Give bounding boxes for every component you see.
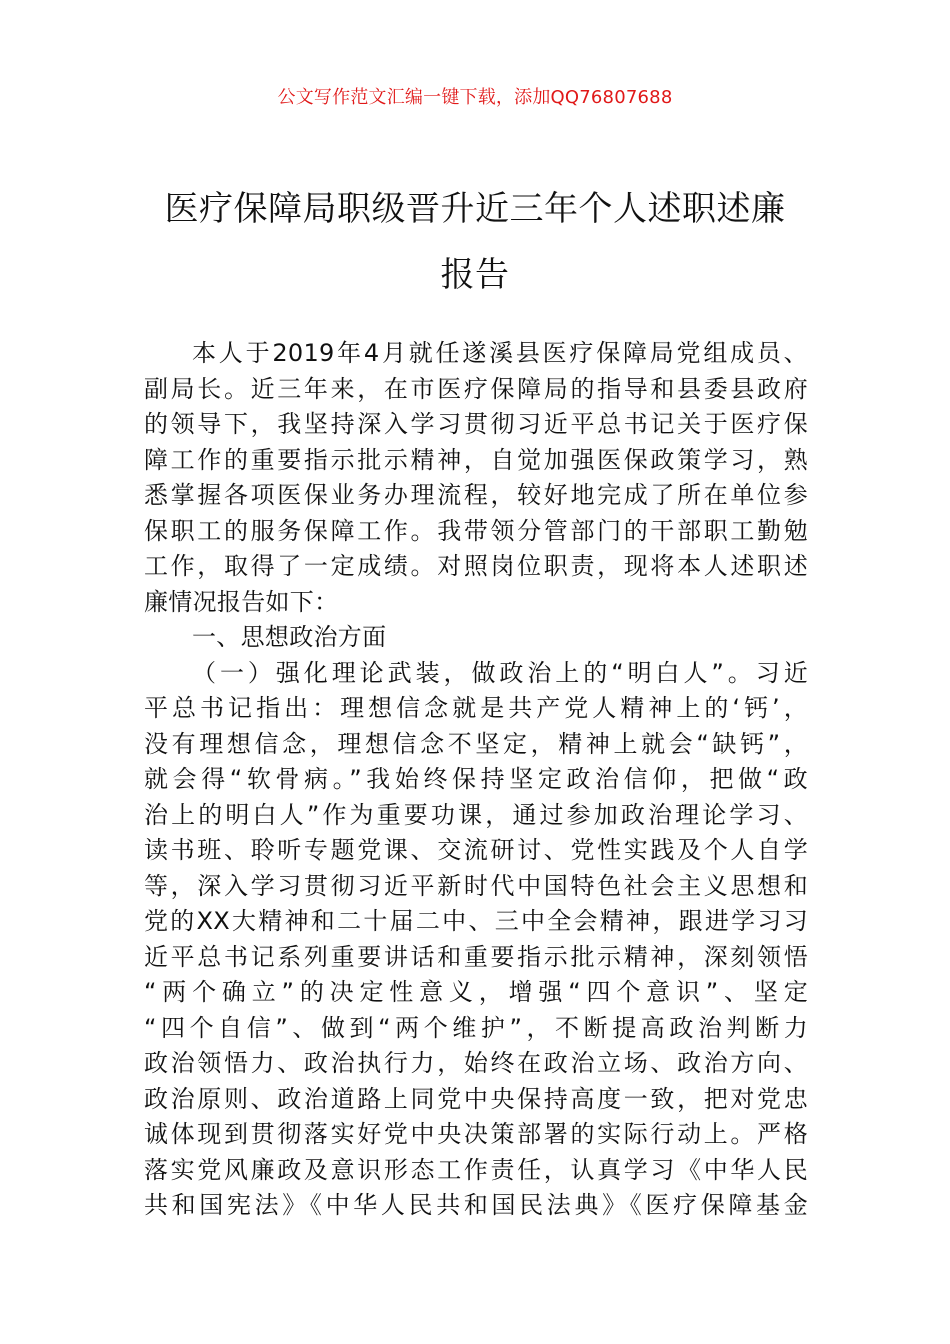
text-line: 党的XX大精神和二十届二中、三中全会精神，跟进学习习 [144,907,808,935]
text-line: 等，深入学习贯彻习近平新时代中国特色社会主义思想和 [144,871,808,900]
text-line: 副局长。近三年来，在市医疗保障局的指导和县委县政府 [144,374,808,403]
title-line-2: 报告 [440,255,510,295]
text-line: 工作，取得了一定成绩。对照岗位职责，现将本人述职述 [144,552,808,580]
text-line: 平总书记指出：理想信念就是共产党人精神上的‘钙’， [144,694,808,722]
heading-line: 一、思想政治方面 [192,623,387,651]
title-line-1: 医疗保障局职级晋升近三年个人述职述廉 [164,189,786,229]
text-line: “四个自信”、做到“两个维护”，不断提高政治判断力 [144,1013,808,1042]
text-line: 落实党风廉政及意识形态工作责任，认真学习《中华人民 [144,1155,808,1184]
text-line: 悉掌握各项医保业务办理流程，较好地完成了所在单位参 [144,481,808,509]
text-line: 本人于2019年4月就任遂溪县医疗保障局党组成员、 [192,339,808,367]
text-line: 政治领悟力、政治执行力，始终在政治立场、政治方向、 [144,1049,808,1077]
paragraph-ideology [144,656,808,1224]
text-line: “两个确立”的决定性意义，增强“四个意识”、坚定 [144,978,808,1006]
text-line: 的领导下，我坚持深入学习贯彻习近平总书记关于医疗保 [144,410,808,438]
text-line: 政治原则、政治道路上同党中央保持高度一致，把对党忠 [144,1084,808,1113]
text-line: 近平总书记系列重要讲话和重要指示批示精神，深刻领悟 [144,942,808,971]
document-body [144,336,808,1224]
text-line: （一）强化理论武装，做政治上的“明白人”。习近 [192,658,808,687]
section-heading [144,620,808,656]
text-line: 治上的明白人”作为重要功课，通过参加政治理论学习、 [144,800,808,829]
text-line: 障工作的重要指示批示精神，自觉加强医保政策学习，熟 [144,445,808,474]
text-line: 没有理想信念，理想信念不坚定，精神上就会“缺钙”， [144,729,808,758]
text-line: 共和国宪法》《中华人民共和国民法典》《医疗保障基金 [144,1191,808,1219]
text-line: 读书班、聆听专题党课、交流研讨、党性实践及个人自学 [144,836,808,864]
text-line: 就会得“软骨病。”我始终保持坚定政治信仰，把做“政 [144,765,808,793]
document-title [100,176,850,308]
paragraph-intro [144,336,808,620]
text-line: 诚体现到贯彻落实好党中央决策部署的实际行动上。严格 [144,1120,808,1148]
text-line: 保职工的服务保障工作。我带领分管部门的干部职工勤勉 [144,516,808,545]
text-line: 廉情况报告如下： [144,587,339,616]
download-banner[interactable]: 公文写作范文汇编一键下载，添加QQ76807688 [277,87,673,108]
